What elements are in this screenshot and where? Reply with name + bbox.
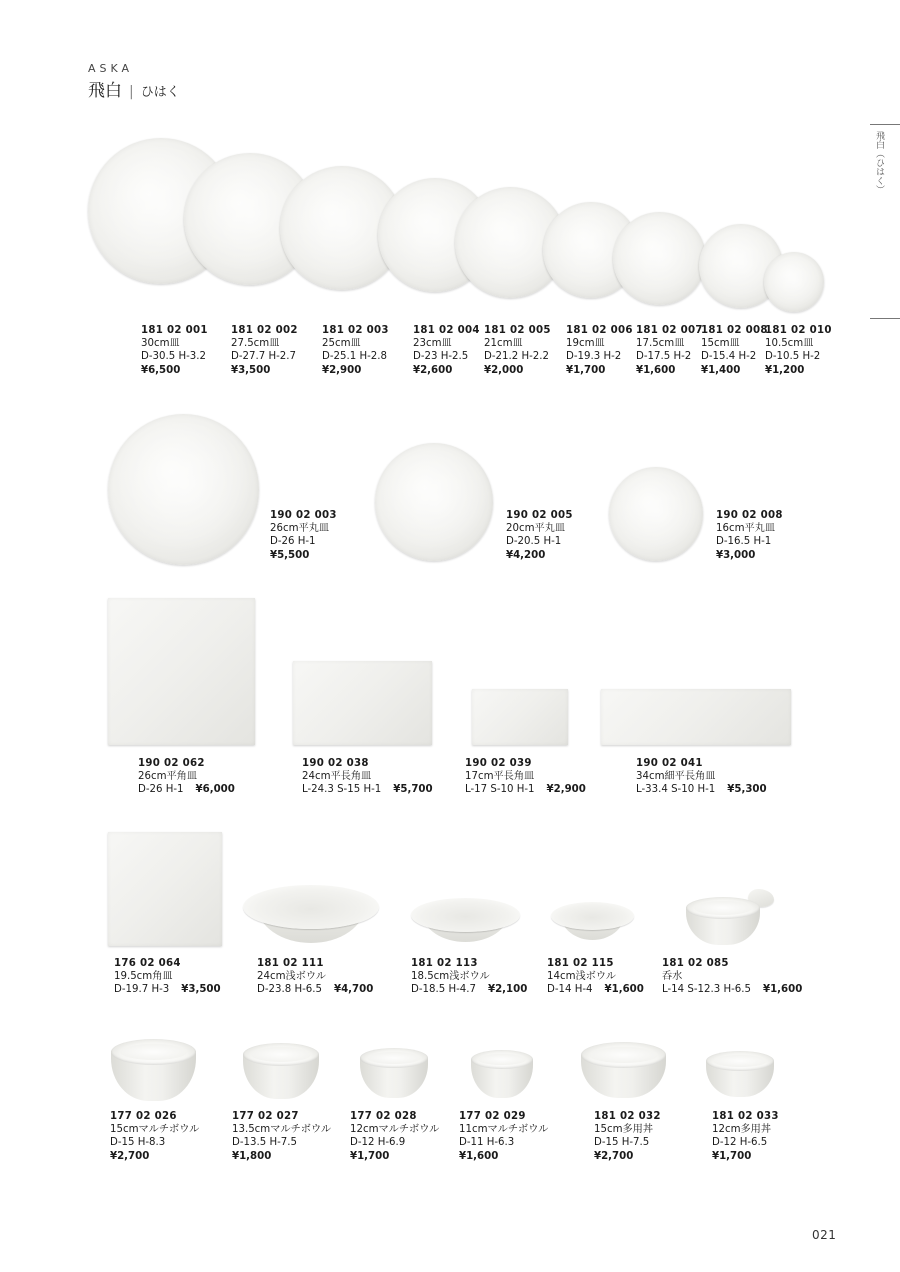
product-price: ¥5,300 [727,784,767,796]
product-image-flat-square-plate [108,598,255,745]
product-price: ¥1,700 [566,364,606,376]
series-title [88,76,180,101]
product-info [662,957,802,997]
product-dims: D-30.5 H-3.2 [141,351,206,363]
product-dims: D-11 H-6.3 [459,1137,515,1149]
product-price: ¥1,600 [604,984,644,996]
product-price: ¥4,700 [333,984,374,996]
product-image-flat-rect-plate-17cm [472,689,568,745]
product-image-flat-plate-16cm [609,467,703,561]
product-dims: D-26 H-1 [270,536,316,548]
product-price: ¥1,700 [712,1150,752,1162]
product-code: 181 02 033 [712,1111,779,1122]
product-price: ¥5,500 [270,549,310,561]
product-price: ¥1,700 [350,1150,390,1162]
product-code: 181 02 006 [566,325,633,336]
product-name: 16cm平丸皿 [716,523,776,535]
product-price: ¥5,700 [393,784,433,796]
product-name: 17.5cm皿 [636,338,685,350]
product-price: ¥2,100 [487,984,528,996]
product-dims: D-19.3 H-2 [566,351,622,363]
side-tab-label: 飛白（ひはく） [874,131,884,194]
series-label-en: ASKA [88,62,134,75]
product-code: 181 02 010 [765,325,832,336]
product-code: 181 02 002 [231,325,298,336]
product-info [322,324,389,377]
product-image-multi-bowl-11cm [471,1050,533,1098]
product-dims: D-23 H-2.5 [413,351,469,363]
product-info [484,324,551,377]
product-dims: D-25.1 H-2.8 [322,351,387,363]
product-image-flat-plate-20cm [375,443,493,561]
product-image-multi-bowl-12cm [360,1048,428,1098]
product-dims: D-14 H-4 [547,984,593,996]
product-info [547,957,644,997]
product-code: 181 02 001 [141,325,208,336]
product-image-flat-plate-26cm [108,414,259,565]
product-price: ¥3,500 [181,984,221,996]
product-name: 15cm多用丼 [594,1124,654,1136]
product-info [257,957,373,997]
product-name: 18.5cm浅ボウル [411,971,490,983]
product-name: 13.5cmマルチボウル [232,1124,332,1136]
product-name: 21cm皿 [484,338,523,350]
product-code: 176 02 064 [114,958,181,969]
product-name: 26cm平角皿 [138,771,198,783]
product-price: ¥6,500 [141,364,181,376]
product-price: ¥1,600 [459,1150,499,1162]
product-code: 181 02 115 [547,958,614,969]
product-image-shallow-bowl-18-5cm [411,898,520,942]
side-rule-bottom [870,318,900,319]
product-code: 190 02 008 [716,510,783,521]
product-image-square-dish [108,832,222,946]
product-name: 24cm平長角皿 [302,771,372,783]
product-price: ¥6,000 [195,784,235,796]
product-dims: D-20.5 H-1 [506,536,562,548]
product-price: ¥1,800 [232,1150,272,1162]
product-dims: D-27.7 H-2.7 [231,351,296,363]
product-price: ¥2,700 [594,1150,634,1162]
product-code: 190 02 003 [270,510,337,521]
product-price: ¥2,900 [322,364,362,376]
product-info [459,1110,548,1163]
product-info [114,957,221,997]
page-number: 021 [812,1228,837,1242]
product-code: 177 02 029 [459,1111,526,1122]
product-price: ¥1,200 [765,364,805,376]
product-info [411,957,527,997]
product-info [594,1110,661,1163]
product-image-plate-17-5cm [613,212,706,305]
product-code: 181 02 005 [484,325,551,336]
series-name-jp: 飛白 [88,81,122,101]
product-image-shallow-bowl-24cm [243,885,379,943]
product-dims: D-15 H-8.3 [110,1137,166,1149]
product-name: 25cm皿 [322,338,361,350]
product-price: ¥3,500 [231,364,271,376]
product-info [350,1110,439,1163]
product-dims: L-17 S-10 H-1 [465,784,535,796]
product-info [231,324,298,377]
product-info [465,757,586,797]
product-image-shallow-bowl-14cm [551,902,634,940]
product-info [302,757,433,797]
product-name: 20cm平丸皿 [506,523,566,535]
product-code: 181 02 004 [413,325,480,336]
product-dims: L-24.3 S-15 H-1 [302,784,382,796]
product-name: 14cm浅ボウル [547,971,616,983]
product-name: 10.5cm皿 [765,338,814,350]
series-name-kana: ひはく [140,85,180,100]
product-code: 190 02 038 [302,758,369,769]
product-name: 26cm平丸皿 [270,523,330,535]
product-name: 11cmマルチボウル [459,1124,549,1136]
product-code: 190 02 039 [465,758,532,769]
product-dims: L-14 S-12.3 H-6.5 [662,984,751,996]
product-name: 23cm皿 [413,338,452,350]
product-code: 190 02 062 [138,758,205,769]
product-name: 19.5cm角皿 [114,971,173,983]
product-code: 190 02 041 [636,758,703,769]
product-dims: D-13.5 H-7.5 [232,1137,297,1149]
product-image-donburi-15cm [581,1042,666,1098]
product-info [138,757,235,797]
product-price: ¥1,600 [636,364,676,376]
product-name: 24cm浅ボウル [257,971,326,983]
product-name: 34cm細平長角皿 [636,771,716,783]
product-dims: D-16.5 H-1 [716,536,772,548]
product-price: ¥2,900 [546,784,586,796]
product-code: 181 02 007 [636,325,703,336]
product-name: 30cm皿 [141,338,180,350]
product-name: 19cm皿 [566,338,605,350]
product-code: 181 02 113 [411,958,478,969]
product-dims: D-17.5 H-2 [636,351,692,363]
product-price: ¥1,400 [701,364,741,376]
product-info [712,1110,779,1163]
product-image-plate-10-5cm [764,252,824,312]
product-name: 呑水 [662,971,683,983]
product-name: 17cm平長角皿 [465,771,535,783]
product-info [566,324,633,377]
product-image-multi-bowl-15cm [111,1039,196,1101]
product-info [636,757,767,797]
product-info [765,324,832,377]
product-price: ¥2,700 [110,1150,150,1162]
product-code: 181 02 032 [594,1111,661,1122]
product-dims: L-33.4 S-10 H-1 [636,784,716,796]
product-info [110,1110,199,1163]
product-dims: D-21.2 H-2.2 [484,351,549,363]
product-code: 181 02 085 [662,958,729,969]
product-name: 27.5cm皿 [231,338,280,350]
product-info [701,324,768,377]
product-code: 177 02 026 [110,1111,177,1122]
product-price: ¥3,000 [716,549,756,561]
product-code: 181 02 008 [701,325,768,336]
product-dims: D-12 H-6.5 [712,1137,768,1149]
product-image-flat-rect-plate-24cm [293,661,432,745]
side-rule-top [870,124,900,125]
product-info [270,509,337,562]
product-image-tonsui-bowl [686,897,760,945]
product-price: ¥4,200 [506,549,546,561]
product-code: 181 02 111 [257,958,324,969]
product-name: 15cmマルチボウル [110,1124,200,1136]
product-info [232,1110,331,1163]
product-image-narrow-rect-plate-34cm [601,689,791,745]
product-dims: D-18.5 H-4.7 [411,984,476,996]
product-price: ¥1,600 [762,984,803,996]
product-code: 177 02 028 [350,1111,417,1122]
product-dims: D-23.8 H-6.5 [257,984,322,996]
product-dims: D-15.4 H-2 [701,351,757,363]
product-info [141,324,208,377]
product-image-donburi-12cm [706,1051,774,1097]
product-name: 12cmマルチボウル [350,1124,440,1136]
product-price: ¥2,000 [484,364,524,376]
product-dims: D-10.5 H-2 [765,351,821,363]
product-image-multi-bowl-13-5cm [243,1043,319,1099]
product-dims: D-15 H-7.5 [594,1137,650,1149]
product-name: 12cm多用丼 [712,1124,772,1136]
product-code: 190 02 005 [506,510,573,521]
product-dims: D-12 H-6.9 [350,1137,406,1149]
product-code: 181 02 003 [322,325,389,336]
product-info [636,324,703,377]
product-info [506,509,573,562]
product-name: 15cm皿 [701,338,740,350]
product-code: 177 02 027 [232,1111,299,1122]
product-info [716,509,783,562]
product-price: ¥2,600 [413,364,453,376]
product-dims: D-26 H-1 [138,784,184,796]
product-dims: D-19.7 H-3 [114,984,170,996]
product-info [413,324,480,377]
title-separator: | [129,84,134,100]
